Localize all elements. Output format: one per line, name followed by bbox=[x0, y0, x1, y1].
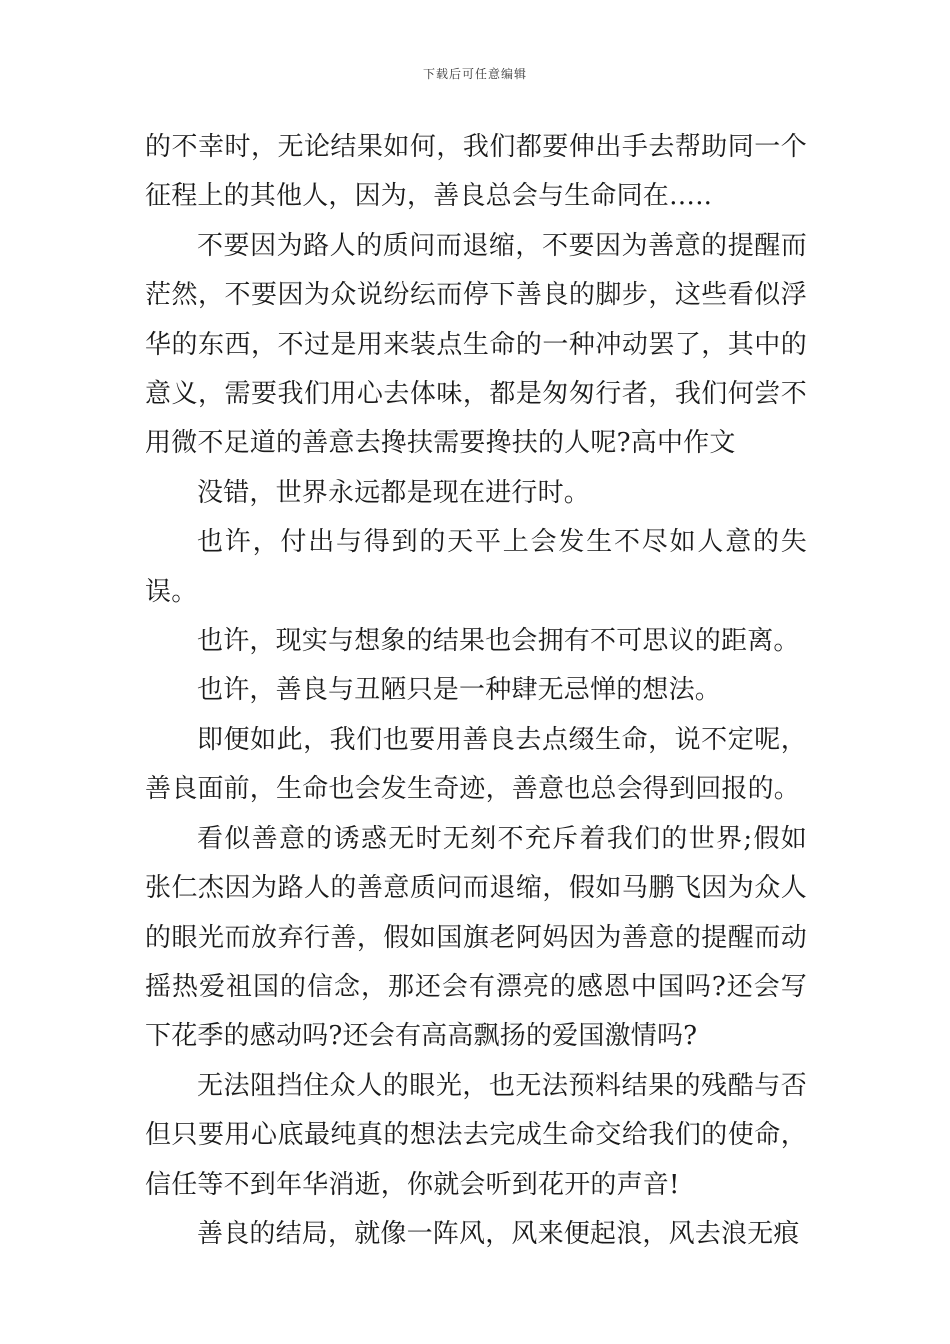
paragraph-7: 即便如此，我们也要用善良去点缀生命，说不定呢，善良面前，生命也会发生奇迹，善意也总会得到回报的。 bbox=[145, 724, 807, 805]
document-body bbox=[145, 123, 807, 1259]
paragraph-8: 看似善意的诱惑无时无刻不充斥着我们的世界;假如张仁杰因为路人的善意质问而退缩，假如马鹏飞因为众人的眼光而放弃行善，假如国旗老阿妈因为善意的提醒而动摇热爱祖国的信念，那还会有漂亮的感恩中国吗?还会写下花季的感动吗?还会有高高飘扬的爱国激情吗? bbox=[145, 823, 807, 1052]
page-header: 下载后可任意编辑 bbox=[422, 67, 527, 81]
paragraph-5: 也许，现实与想象的结果也会拥有不可思议的距离。 bbox=[197, 626, 800, 657]
paragraph-9: 无法阻挡住众人的眼光，也无法预料结果的残酷与否但只要用心底最纯真的想法去完成生命交给我们的使命，信任等不到年华消逝，你就会听到花开的声音! bbox=[145, 1070, 807, 1200]
paragraph-3: 没错，世界永远都是现在进行时。 bbox=[197, 477, 591, 508]
paragraph-1: 的不幸时，无论结果如何，我们都要伸出手去帮助同一个征程上的其他人，因为，善良总会与生命同在….. bbox=[145, 132, 807, 212]
paragraph-2: 不要因为路人的质问而退缩，不要因为善意的提醒而茫然，不要因为众说纷纭而停下善良的脚步，这些看似浮华的东西，不过是用来装点生命的一种冲动罢了，其中的意义，需要我们用心去体味，都是匆匆行者，我们何尝不用微不足道的善意去搀扶需要搀扶的人呢?高中作文 bbox=[145, 230, 807, 459]
paragraph-6: 也许，善良与丑陋只是一种肆无忌惮的想法。 bbox=[197, 675, 722, 706]
paragraph-4: 也许，付出与得到的天平上会发生不尽如人意的失误。 bbox=[145, 527, 807, 607]
paragraph-10: 善良的结局，就像一阵风，风来便起浪，风去浪无痕 bbox=[197, 1218, 800, 1249]
